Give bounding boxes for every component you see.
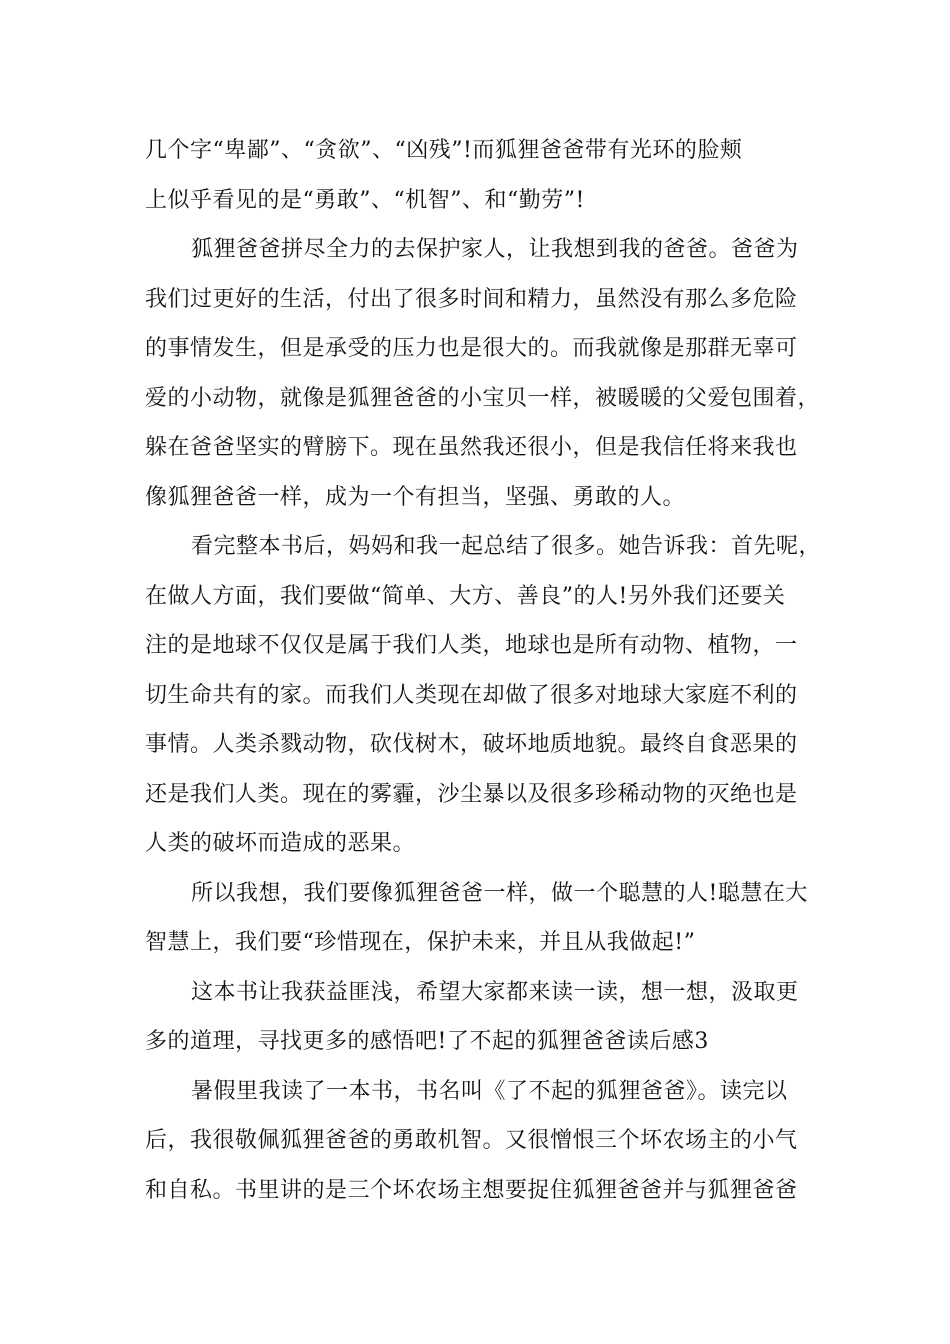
- paragraph-start-line: 狐狸爸爸拼尽全力的去保护家人，让我想到我的爸爸。爸爸为: [191, 237, 799, 262]
- paragraph-start-line: 这本书让我获益匪浅，希望大家都来读一读，想一想，汲取更: [191, 979, 799, 1005]
- text-line: 事情。人类杀戮动物，砍伐树木，破坏地质地貌。最终自食恶果的: [145, 732, 798, 757]
- text-line: 后，我很敬佩狐狸爸爸的勇敢机智。又很憎恨三个坏农场主的小气: [145, 1128, 798, 1153]
- text-line: 的事情发生，但是承受的压力也是很大的。而我就像是那群无辜可: [145, 336, 798, 361]
- text-line: 注的是地球不仅仅是属于我们人类，地球也是所有动物、植物，一: [145, 633, 798, 658]
- text-line: 几个字“卑鄙”、“贪欲”、“凶残”!而狐狸爸爸带有光环的脸颊: [145, 138, 743, 163]
- text-line: 爱的小动物，就像是狐狸爸爸的小宝贝一样，被暖暖的父爱包围着，: [145, 385, 821, 411]
- text-line: 上似乎看见的是“勇敢”、“机智”、和“勤劳”!: [145, 187, 585, 213]
- text-line: 智慧上，我们要“珍惜现在，保护未来，并且从我做起!”: [145, 930, 696, 955]
- text-line: 多的道理，寻找更多的感悟吧!了不起的狐狸爸爸读后感3: [145, 1029, 709, 1054]
- text-line: 和自私。书里讲的是三个坏农场主想要捉住狐狸爸爸并与狐狸爸爸: [145, 1177, 798, 1203]
- text-line: 我们过更好的生活，付出了很多时间和精力，虽然没有那么多危险: [145, 286, 798, 312]
- text-line: 切生命共有的家。而我们人类现在却做了很多对地球大家庭不利的: [145, 682, 798, 708]
- text-line: 像狐狸爸爸一样，成为一个有担当，坚强、勇敢的人。: [145, 484, 686, 510]
- paragraph-start-line: 所以我想，我们要像狐狸爸爸一样，做一个聪慧的人!聪慧在大: [191, 880, 808, 906]
- paragraph-start-line: 看完整本书后，妈妈和我一起总结了很多。她告诉我：首先呢，: [191, 534, 822, 559]
- paragraph-start-line: 暑假里我读了一本书，书名叫《了不起的狐狸爸爸》。读完以: [191, 1078, 788, 1104]
- text-line: 人类的破坏而造成的恶果。: [145, 831, 416, 856]
- text-line: 还是我们人类。现在的雾霾，沙尘暴以及很多珍稀动物的灭绝也是: [145, 781, 798, 807]
- text-line: 躲在爸爸坚实的臂膀下。现在虽然我还很小，但是我信任将来我也: [145, 435, 798, 460]
- document-text: [145, 131, 822, 1220]
- text-line: 在做人方面，我们要做“简单、大方、善良”的人!另外我们还要关: [145, 583, 786, 609]
